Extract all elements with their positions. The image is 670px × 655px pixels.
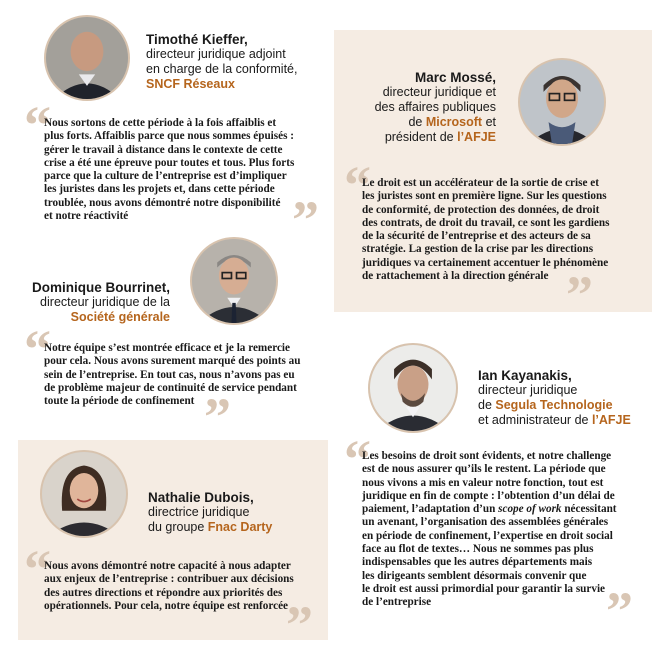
avatar-kieffer xyxy=(44,15,130,101)
role-dubois-1: directrice juridique xyxy=(148,505,250,519)
quote-line: des contrats, de droit du travail, ce sont les gardiens xyxy=(362,216,610,229)
avatar-dubois xyxy=(40,450,128,538)
last-line-mosse xyxy=(346,130,496,145)
quote-line: de l’entreprise xyxy=(362,596,432,609)
quote-line: juridiques va certainement accentuer le phénomène xyxy=(362,256,609,269)
org-bourrinet: Société générale xyxy=(70,310,170,324)
quote-bourrinet xyxy=(44,342,334,408)
last-prefix: et administrateur de xyxy=(478,413,592,427)
role-kieffer-2: en charge de la conformité, xyxy=(146,62,298,76)
quote-line: Les besoins de droit sont évidents, et notre challenge xyxy=(362,450,612,462)
name-kayanakis: Ian Kayanakis, xyxy=(478,368,572,383)
quote-line: des autres directions et répondre aux priorités des xyxy=(44,586,283,599)
quote-line: Notre équipe s’est montrée efficace et je la remercie xyxy=(44,342,291,354)
quote-line: opérationnels. Pour cela, notre équipe est renforcée xyxy=(44,599,289,612)
last-prefix: président de xyxy=(384,130,458,144)
quote-line: stratégie. La gestion de la crise par les directions xyxy=(362,243,594,256)
quote-line: de la sécurité de l’entreprise et des acteurs de sa xyxy=(362,230,591,243)
quote-line: Nous avons démontré notre capacité à nous adapter xyxy=(44,560,291,572)
quote-fragment: nécessitant xyxy=(561,503,617,516)
quote-close-mosse: ” xyxy=(566,265,593,325)
quote-line: juridique en fin de compte : l’obtention d’un délai de xyxy=(362,489,615,502)
org-dubois: Fnac Darty xyxy=(207,520,273,534)
org-line-mosse xyxy=(346,115,496,130)
name-bourrinet: Dominique Bourrinet, xyxy=(32,280,170,295)
quote-line: les juristes sont en première ligne. Sur les questions xyxy=(362,190,607,203)
role-mosse-2: des affaires publiques xyxy=(374,100,496,114)
quote-open-kayanakis: “ xyxy=(344,429,371,489)
name-mosse: Marc Mossé, xyxy=(414,70,496,85)
quote-mosse xyxy=(362,177,647,283)
quote-line: pour cela. Nous avons surement marqué des points au xyxy=(44,355,301,368)
quote-open-mosse: “ xyxy=(344,155,371,215)
quote-open-dubois: “ xyxy=(24,539,51,599)
quote-line: nous vivons a mis en valeur notre fonction, tout est xyxy=(362,476,604,489)
org-suffix: et xyxy=(482,115,496,129)
quote-line: plus forts. Affaiblis parce que nous sommes épuisés : xyxy=(44,130,294,143)
quote-open-kieffer: “ xyxy=(24,95,51,155)
quote-line: troublée, nous avons démontré notre disponibilité xyxy=(44,196,281,209)
quote-close-kayanakis: ” xyxy=(606,581,633,641)
avatar-kayanakis xyxy=(368,343,458,433)
role-kayanakis-1: directeur juridique xyxy=(478,383,578,397)
org-line-dubois xyxy=(148,520,318,535)
quote-line: et notre réactivité xyxy=(44,210,129,223)
quote-close-dubois: ” xyxy=(286,595,313,655)
quote-line: de rattachement à la direction générale xyxy=(362,270,549,283)
role-mosse-1: directeur juridique et xyxy=(382,85,496,99)
portrait-dubois-icon xyxy=(42,452,126,536)
portrait-mosse-icon xyxy=(520,60,604,144)
org-kayanakis: Segula Technologie xyxy=(495,398,613,412)
org-afje-kayanakis: l’AFJE xyxy=(591,413,631,427)
portrait-kieffer-icon xyxy=(46,17,128,99)
quote-line: face au flot de textes… Nous ne sommes pas plus xyxy=(362,543,594,556)
quote-fragment: paiement, l’adaptation d’un xyxy=(362,503,499,516)
quote-line: Nous sortons de cette période à la fois affaiblis et xyxy=(44,117,277,129)
info-kayanakis xyxy=(478,368,658,428)
info-dubois xyxy=(148,490,318,535)
portrait-bourrinet-icon xyxy=(192,239,276,323)
org-prefix: de xyxy=(478,398,496,412)
quote-line: sein de l’entreprise. En tout cas, nous n’avons pas eu xyxy=(44,368,295,381)
quote-line: gérer le travail à distance dans le contexte de cette xyxy=(44,143,283,156)
org-prefix: de xyxy=(408,115,426,129)
quote-emphasis: scope of work xyxy=(498,503,562,516)
quote-line: crise a été une épreuve pour toutes et tous. Plus forts xyxy=(44,156,295,169)
info-kieffer xyxy=(146,32,326,92)
last-line-kayanakis xyxy=(478,413,658,428)
quote-line: en période de confinement, l’expertise en droit social xyxy=(362,529,613,542)
quote-line: aux enjeux de l’entreprise : contribuer aux décisions xyxy=(44,573,294,586)
quote-line: est de nous assurer qu’ils le restent. La période que xyxy=(362,463,606,476)
org-kieffer: SNCF Réseaux xyxy=(146,77,235,91)
quote-line xyxy=(362,503,657,516)
quote-line: toute la période de confinement xyxy=(44,395,195,408)
quote-line: un avenant, l’organisation des assemblées générales xyxy=(362,516,609,529)
avatar-mosse xyxy=(518,58,606,146)
name-kieffer: Timothé Kieffer, xyxy=(146,32,248,47)
portrait-kayanakis-icon xyxy=(370,345,456,431)
org-line-kayanakis xyxy=(478,398,658,413)
quote-close-bourrinet: ” xyxy=(204,387,231,447)
org-prefix: du groupe xyxy=(148,520,208,534)
role-kieffer-1: directeur juridique adjoint xyxy=(146,47,286,61)
quote-line: les dirigeants semblent désormais convenir que xyxy=(362,569,587,582)
quote-line: le droit est aussi primordial pour garantir la survie xyxy=(362,582,606,595)
quote-line: les juristes dans les projets et, dans cette période xyxy=(44,183,275,196)
org-afje-mosse: l’AFJE xyxy=(457,130,496,144)
name-dubois: Nathalie Dubois, xyxy=(148,490,254,505)
info-mosse xyxy=(346,70,496,145)
quote-line: de conformité, de protection des données, de droit xyxy=(362,203,600,216)
role-bourrinet-1: directeur juridique de la xyxy=(40,295,170,309)
quote-line: de problème majeur de continuité de service pendant xyxy=(44,381,297,394)
org-mosse: Microsoft xyxy=(425,115,483,129)
quote-line: Le droit est un accélérateur de la sortie de crise et xyxy=(362,177,599,189)
quote-open-bourrinet: “ xyxy=(24,319,51,379)
avatar-bourrinet xyxy=(190,237,278,325)
quote-line: parce que la culture de l’entreprise est d’impliquer xyxy=(44,170,287,183)
quote-kieffer xyxy=(44,117,334,223)
quote-line: indispensables que les autres départements mais xyxy=(362,556,593,569)
quote-close-kieffer: ” xyxy=(292,190,319,250)
